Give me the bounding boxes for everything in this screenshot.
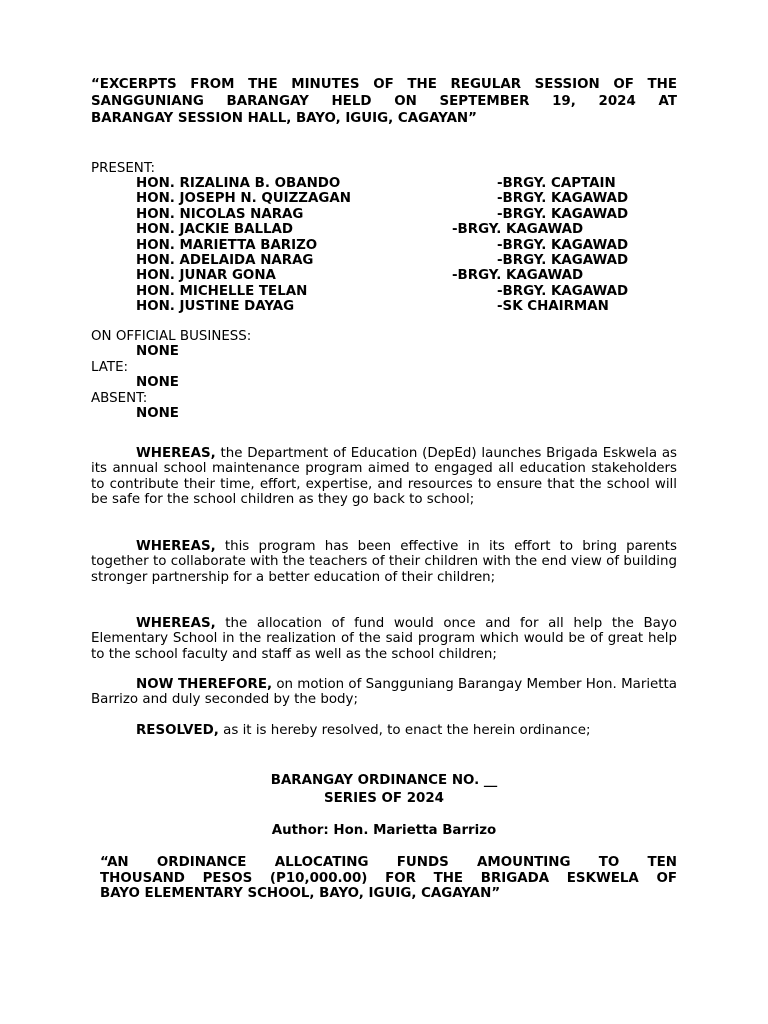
header-line-3: BARANGAY SESSION HALL, BAYO, IGUIG, CAGAYAN”	[91, 111, 477, 126]
paragraph-lead: WHEREAS,	[136, 446, 216, 461]
member-name: HON. JUNAR GONA	[136, 268, 276, 284]
member-role: -BRGY. KAGAWAD	[497, 252, 629, 268]
member-role: -BRGY. CAPTAIN	[497, 176, 616, 191]
ordinance-title-line-3: BAYO ELEMENTARY SCHOOL, BAYO, IGUIG, CAGAYAN”	[100, 886, 501, 901]
member-row	[91, 191, 691, 206]
paragraph-text: as it is hereby resolved, to enact the herein ordinance;	[218, 723, 591, 738]
whereas-paragraph-2	[91, 539, 677, 585]
ordinance-author: Author: Hon. Marietta Barrizo	[271, 823, 497, 838]
member-row	[91, 238, 691, 253]
member-role: -BRGY. KAGAWAD	[497, 283, 629, 299]
member-name: HON. RIZALINA B. OBANDO	[136, 176, 341, 191]
late-value: NONE	[136, 375, 179, 391]
member-role: -BRGY. KAGAWAD	[452, 222, 584, 238]
whereas-paragraph-1	[91, 446, 677, 508]
header-line-1: “EXCERPTS FROM THE MINUTES OF THE REGULAR SESSION OF THE	[91, 77, 677, 92]
member-name: HON. JACKIE BALLAD	[136, 222, 293, 238]
late-label: LATE:	[91, 359, 129, 375]
minutes-header	[91, 76, 677, 127]
official-business-value: NONE	[136, 344, 179, 360]
ordinance-title-line-2: THOUSAND PESOS (P10,000.00) FOR THE BRIGADA ESKWELA OF	[100, 870, 677, 886]
paragraph-text: this program has been effective in its effort to bring parents together to collaborate with the teachers of their children with the end view of building stronger partnership for a better education of their children;	[91, 539, 677, 585]
now-therefore-paragraph	[91, 677, 677, 708]
member-row	[91, 176, 691, 191]
ordinance-series: SERIES OF 2024	[324, 791, 444, 806]
ordinance-title	[100, 855, 677, 902]
paragraph-lead: WHEREAS,	[136, 539, 216, 554]
member-role: -BRGY. KAGAWAD	[497, 237, 629, 253]
whereas-paragraph-3	[91, 616, 677, 662]
member-row	[91, 207, 691, 222]
member-role: -BRGY. KAGAWAD	[452, 268, 584, 284]
absent-label: ABSENT:	[91, 390, 148, 406]
member-row	[91, 222, 691, 237]
paragraph-lead: NOW THEREFORE,	[136, 677, 273, 692]
official-business-label: ON OFFICIAL BUSINESS:	[91, 329, 252, 344]
paragraph-text: on motion of Sangguniang Barangay Member Hon. Marietta Barrizo and duly seconded by the body;	[91, 677, 677, 708]
ordinance-title-line-1: “AN ORDINANCE ALLOCATING FUNDS AMOUNTING TO TEN	[100, 855, 677, 870]
member-name: HON. JOSEPH N. QUIZZAGAN	[136, 191, 351, 207]
member-role: -SK CHAIRMAN	[497, 299, 609, 315]
member-name: HON. MARIETTA BARIZO	[136, 237, 318, 253]
paragraph-lead: RESOLVED,	[136, 723, 219, 738]
member-name: HON. NICOLAS NARAG	[136, 206, 304, 222]
absent-value: NONE	[136, 406, 179, 422]
ordinance-number: BARANGAY ORDINANCE NO. __	[270, 773, 498, 788]
member-name: HON. JUSTINE DAYAG	[136, 299, 295, 315]
present-label: PRESENT:	[91, 161, 156, 176]
paragraph-text: the Department of Education (DepEd) launches Brigada Eskwela as its annual school maintenance program aimed to engaged all education stakeholders to contribute their time, effort, expertise, and resources to ensure that the school will be safe for the school children as they go back to school;	[91, 446, 677, 508]
member-row	[91, 253, 691, 268]
member-row	[91, 299, 691, 314]
resolved-paragraph	[91, 723, 677, 738]
member-row	[91, 268, 691, 283]
paragraph-lead: WHEREAS,	[136, 616, 216, 631]
member-role: -BRGY. KAGAWAD	[497, 206, 629, 222]
member-name: HON. MICHELLE TELAN	[136, 283, 308, 299]
members-list	[91, 176, 691, 315]
member-name: HON. ADELAIDA NARAG	[136, 252, 314, 268]
attendance-section	[91, 329, 251, 421]
header-line-2: SANGGUNIANG BARANGAY HELD ON SEPTEMBER 19, 2024 AT	[91, 94, 677, 109]
member-row	[91, 284, 691, 299]
member-role: -BRGY. KAGAWAD	[497, 191, 629, 207]
paragraph-text: the allocation of fund would once and for all help the Bayo Elementary School in the realization of the said program which would be of great help to the school faculty and staff as well as the school children;	[91, 616, 677, 662]
